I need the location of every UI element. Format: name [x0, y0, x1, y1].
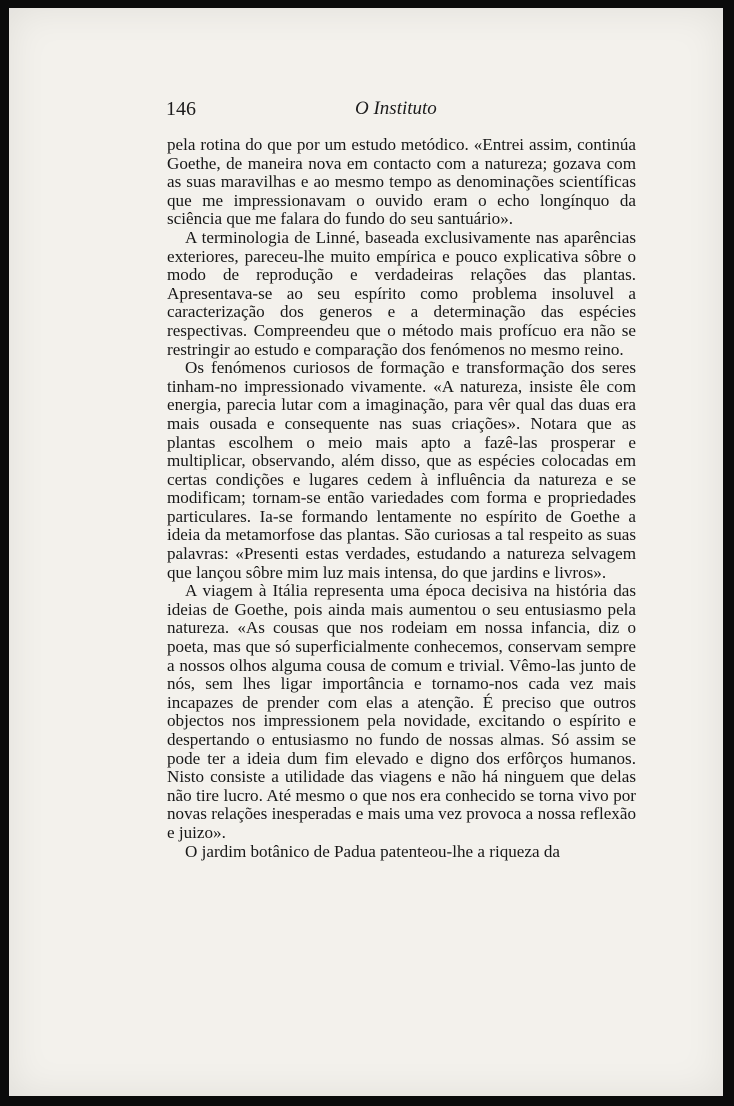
paragraph-2: A terminologia de Linné, baseada exclusivamente nas aparências exteriores, pareceu-lhe muito empírica e pouco explicativa sôbre o modo de reprodução e verdadeiras relações das plantas. Apresentava-se ao seu espírito como problema insoluvel a caracterização dos generos e a determinação das espécies respectivas. Compreendeu que o método mais profícuo era não se restringir ao estudo e comparação dos fenómenos no mesmo reino.	[167, 227, 636, 359]
book-page	[9, 8, 723, 1096]
paragraph-3: Os fenómenos curiosos de formação e transformação dos seres tinham-no impressionado vivamente. «A natureza, insiste êle com energia, parecia lutar com a imaginação, para vêr qual das duas era mais ousada e consequente nas suas criações». Notara que as plantas escolhem o meio mais apto a fazê-las prosperar e multiplicar, observando, além disso, que as espécies colocadas em certas condições e lugares cedem à influência da natureza e se modificam; tornam-se então variedades com forma e propriedades particulares. Ia-se formando lentamente no espírito de Goethe a ideia da metamorfose das plantas. São curiosas a tal respeito as suas palavras: «Presenti estas verdades, estudando a natureza selvagem que lançou sôbre mim luz mais intensa, do que jardins e livros».	[167, 358, 636, 582]
running-title: O Instituto	[355, 98, 437, 119]
paragraph-4: A viagem à Itália representa uma época decisiva na história das ideias de Goethe, pois ainda mais aumentou o seu entusiasmo pela natureza. «As cousas que nos rodeiam em nossa infancia, diz o poeta, mas que só superficialmente conhecemos, conservam sempre a nossos olhos alguma cousa de comum e trivial. Vêmo-las junto de nós, sem lhes ligar importância e tornamo-nos cada vez mais incapazes de prender com elas a atenção. É preciso que outros objectos nos impressionem pela novidade, excitando o espírito e despertando o entusiasmo no fundo de nossas almas. Só assim se pode ter a ideia dum fim elevado e digno dos erfôrços humanos. Nisto consiste a utilidade das viagens e não há ninguem que delas não tire lucro. Até mesmo o que nos era conhecido se torna vivo por novas relações inesperadas e mais uma vez provoca a nossa reflexão e juizo».	[167, 581, 636, 842]
paragraph-5: O jardim botânico de Padua patenteou-lhe a riqueza da	[185, 841, 560, 861]
page-number: 146	[166, 98, 196, 120]
paragraph-1: pela rotina do que por um estudo metódico. «Entrei assim, continúa Goethe, de maneira nova em contacto com a natureza; gozava com as suas maravilhas e ao mesmo tempo as denominações scientíficas que me impressionavam o ouvido eram o echo longínquo da sciência que me falara do fundo do seu santuário».	[167, 135, 636, 229]
page-header	[160, 98, 641, 122]
body-text	[167, 136, 636, 861]
